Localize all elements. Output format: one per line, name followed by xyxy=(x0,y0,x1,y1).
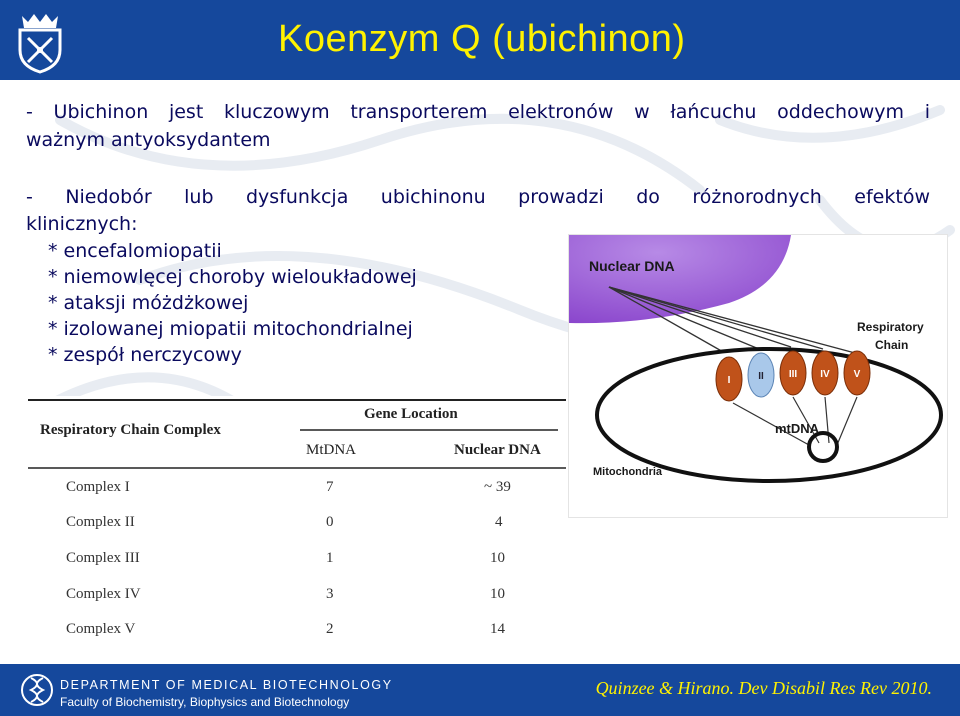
word: transporterem xyxy=(350,101,488,123)
mtdna-label: mtDNA xyxy=(775,421,820,436)
university-crest-icon xyxy=(12,8,68,74)
complex-label: II xyxy=(758,371,764,382)
row-nuclear: 10 xyxy=(490,586,505,602)
word: elektronów xyxy=(508,101,614,123)
complex-label: V xyxy=(853,369,861,380)
row-nuclear: ~ 39 xyxy=(484,479,511,495)
word: różnorodnych xyxy=(692,186,822,208)
complex-label: III xyxy=(788,369,798,380)
row-name: Complex I xyxy=(66,479,130,495)
column-header-complex: Respiratory Chain Complex xyxy=(40,422,221,438)
row-nuclear: 14 xyxy=(490,621,505,637)
page-title: Koenzym Q (ubichinon) xyxy=(278,18,686,60)
header-bar xyxy=(0,0,960,80)
word: do xyxy=(636,186,660,208)
row-mtdna: 0 xyxy=(326,514,334,530)
row-nuclear: 4 xyxy=(495,514,503,530)
department-name: DEPARTMENT OF MEDICAL BIOTECHNOLOGY xyxy=(60,678,393,692)
row-mtdna: 1 xyxy=(326,550,334,566)
column-header-mtdna: MtDNA xyxy=(306,442,357,458)
row-mtdna: 7 xyxy=(326,479,334,495)
word: w xyxy=(634,101,650,123)
nuclear-dna-label: Nuclear DNA xyxy=(589,258,675,274)
diagram-svg xyxy=(569,235,947,517)
word: łańcuchu xyxy=(670,101,757,123)
word: kluczowym xyxy=(223,101,330,123)
respiratory-chain-label-1: Respiratory xyxy=(857,320,924,334)
word: i xyxy=(924,101,930,123)
mitochondria-diagram xyxy=(568,234,948,518)
faculty-name: Faculty of Biochemistry, Biophysics and Biotechnology xyxy=(60,695,350,709)
paragraph-2-line-1 xyxy=(26,184,930,210)
paragraph-1-line-2: ważnym antyoksydantem xyxy=(26,129,271,151)
word: ubichinonu xyxy=(380,186,486,208)
gene-location-table xyxy=(28,396,566,654)
department-logo-icon xyxy=(20,672,54,708)
mitochondria-label: Mitochondria xyxy=(593,466,663,478)
row-name: Complex II xyxy=(66,514,135,530)
word: - xyxy=(26,186,33,208)
word: - xyxy=(26,101,33,123)
word: oddechowym xyxy=(777,101,905,123)
row-name: Complex V xyxy=(66,621,136,637)
complex-label: I xyxy=(727,375,731,386)
word: prowadzi xyxy=(518,186,604,208)
complex-label: IV xyxy=(820,369,830,380)
row-name: Complex IV xyxy=(66,586,141,602)
row-mtdna: 2 xyxy=(326,621,334,637)
bullet-item: * niemowlęcej choroby wieloukładowej xyxy=(48,266,417,288)
row-mtdna: 3 xyxy=(326,586,334,602)
paragraph-2-line-2: klinicznych: xyxy=(26,213,138,235)
row-name: Complex III xyxy=(66,550,140,566)
word: dysfunkcja xyxy=(245,186,349,208)
bullet-item: * ataksji móżdżkowej xyxy=(48,292,249,314)
word: Ubichinon xyxy=(53,101,149,123)
word: lub xyxy=(184,186,214,208)
footer-bar xyxy=(0,664,960,716)
column-header-nuclear: Nuclear DNA xyxy=(454,442,541,458)
word: efektów xyxy=(854,186,930,208)
word: jest xyxy=(168,101,204,123)
citation: Quinzee & Hirano. Dev Disabil Res Rev 2010. xyxy=(595,678,932,698)
bullet-item: * zespół nerczycowy xyxy=(48,344,242,366)
paragraph-1-line-1 xyxy=(26,99,930,125)
respiratory-chain-label-2: Chain xyxy=(875,338,909,352)
row-nuclear: 10 xyxy=(490,550,505,566)
bullet-item: * encefalomiopatii xyxy=(48,240,222,262)
gene-location-header: Gene Location xyxy=(364,406,458,422)
bullet-item: * izolowanej miopatii mitochondrialnej xyxy=(48,318,413,340)
word: Niedobór xyxy=(65,186,152,208)
